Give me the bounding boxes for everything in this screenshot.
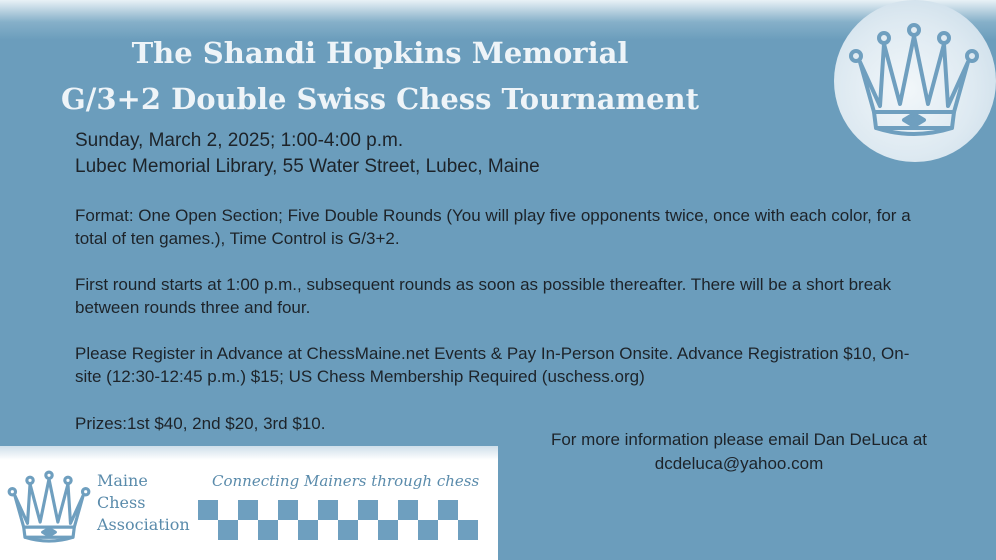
- checker-square: [338, 520, 358, 540]
- queen-crown-icon: [6, 460, 92, 550]
- mca-logo: [0, 446, 498, 560]
- org-tagline: Connecting Mainers through chess: [212, 472, 480, 490]
- crown-emblem: [834, 0, 996, 162]
- checker-square: [358, 500, 378, 520]
- checker-square: [418, 520, 438, 540]
- schedule-paragraph: First round starts at 1:00 p.m., subsequent rounds as soon as possible thereafter. There will be a short break between rounds three and four.: [75, 275, 892, 317]
- checker-square: [198, 500, 218, 520]
- registration-paragraph: Please Register in Advance at ChessMaine.net Events & Pay In-Person Onsite. Advance Registration $10, On-site (12:30-12:45 p.m.) $15; US Chess Membership Required (uschess.org): [75, 344, 910, 386]
- contact-info: [500, 428, 978, 476]
- checker-square: [298, 520, 318, 540]
- checker-square: [378, 520, 398, 540]
- checker-square: [258, 520, 278, 540]
- contact-line: For more information please email Dan DeLuca at: [550, 430, 928, 449]
- title-line-1: The Shandi Hopkins Memorial: [131, 36, 629, 70]
- title-line-2: G/3+2 Double Swiss Chess Tournament: [60, 82, 699, 116]
- contact-email[interactable]: dcdeluca@yahoo.com: [654, 454, 824, 473]
- checker-square: [238, 500, 258, 520]
- org-name: [97, 470, 190, 536]
- checker-square: [458, 520, 478, 540]
- event-location: Lubec Memorial Library, 55 Water Street, Lubec, Maine: [75, 156, 540, 177]
- event-date-time: Sunday, March 2, 2025; 1:00-4:00 p.m.: [75, 130, 404, 151]
- checker-square: [398, 500, 418, 520]
- checker-square: [438, 500, 458, 520]
- prizes-paragraph: Prizes:1st $40, 2nd $20, 3rd $10.: [75, 414, 326, 433]
- checker-square: [318, 500, 338, 520]
- checkerboard-pattern: [198, 498, 490, 542]
- org-name-line: Association: [97, 515, 190, 534]
- checker-square: [278, 500, 298, 520]
- checker-square: [218, 520, 238, 540]
- org-name-line: Chess: [97, 493, 146, 512]
- queen-crown-icon: [846, 16, 982, 138]
- format-paragraph: Format: One Open Section; Five Double Rounds (You will play five opponents twice, once with each color, for a total of ten games.), Time Control is G/3+2.: [75, 206, 911, 248]
- org-name-line: Maine: [97, 471, 148, 490]
